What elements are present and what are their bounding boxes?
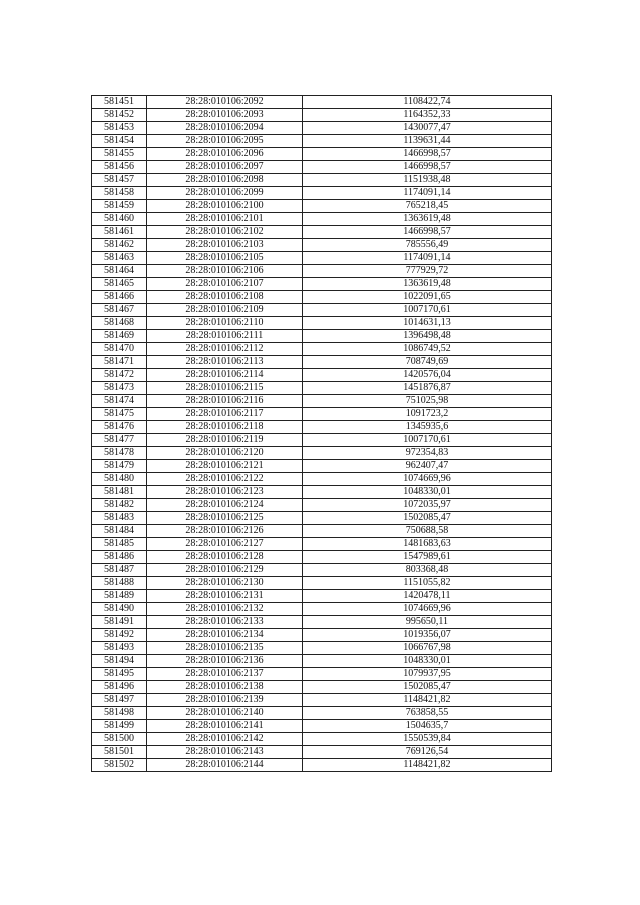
cadastral-number-cell: 28:28:010106:2122 [147,473,303,486]
table-row [92,525,552,538]
row-number-cell: 581452 [92,109,147,122]
row-number-cell: 581470 [92,343,147,356]
row-number-cell: 581453 [92,122,147,135]
cadastral-number-cell: 28:28:010106:2118 [147,421,303,434]
row-number-cell: 581491 [92,616,147,629]
data-table [91,95,552,772]
row-number-cell: 581478 [92,447,147,460]
value-cell: 1151055,82 [303,577,552,590]
table-row [92,239,552,252]
value-cell: 1139631,44 [303,135,552,148]
table-row [92,213,552,226]
cadastral-number-cell: 28:28:010106:2110 [147,317,303,330]
cadastral-number-cell: 28:28:010106:2109 [147,304,303,317]
row-number-cell: 581467 [92,304,147,317]
cadastral-number-cell: 28:28:010106:2102 [147,226,303,239]
table-row [92,473,552,486]
cadastral-number-cell: 28:28:010106:2128 [147,551,303,564]
table-row [92,538,552,551]
row-number-cell: 581460 [92,213,147,226]
cadastral-number-cell: 28:28:010106:2144 [147,759,303,772]
table-row [92,356,552,369]
row-number-cell: 581498 [92,707,147,720]
cadastral-number-cell: 28:28:010106:2140 [147,707,303,720]
row-number-cell: 581490 [92,603,147,616]
row-number-cell: 581485 [92,538,147,551]
value-cell: 1174091,14 [303,252,552,265]
cadastral-number-cell: 28:28:010106:2120 [147,447,303,460]
cadastral-number-cell: 28:28:010106:2133 [147,616,303,629]
table-row [92,681,552,694]
value-cell: 1430077,47 [303,122,552,135]
cadastral-number-cell: 28:28:010106:2093 [147,109,303,122]
value-cell: 777929,72 [303,265,552,278]
value-cell: 769126,54 [303,746,552,759]
value-cell: 1074669,96 [303,603,552,616]
cadastral-number-cell: 28:28:010106:2135 [147,642,303,655]
cadastral-number-cell: 28:28:010106:2113 [147,356,303,369]
table-row [92,551,552,564]
cadastral-number-cell: 28:28:010106:2131 [147,590,303,603]
value-cell: 1164352,33 [303,109,552,122]
table-row [92,512,552,525]
cadastral-number-cell: 28:28:010106:2094 [147,122,303,135]
row-number-cell: 581497 [92,694,147,707]
cadastral-number-cell: 28:28:010106:2112 [147,343,303,356]
cadastral-number-cell: 28:28:010106:2111 [147,330,303,343]
cadastral-number-cell: 28:28:010106:2138 [147,681,303,694]
value-cell: 1502085,47 [303,681,552,694]
row-number-cell: 581468 [92,317,147,330]
table-row [92,304,552,317]
row-number-cell: 581488 [92,577,147,590]
value-cell: 708749,69 [303,356,552,369]
table-row [92,96,552,109]
table-row [92,109,552,122]
table-body [92,96,552,772]
cadastral-number-cell: 28:28:010106:2124 [147,499,303,512]
row-number-cell: 581475 [92,408,147,421]
table-row [92,317,552,330]
table-row [92,434,552,447]
value-cell: 763858,55 [303,707,552,720]
value-cell: 1174091,14 [303,187,552,200]
row-number-cell: 581473 [92,382,147,395]
value-cell: 1019356,07 [303,629,552,642]
value-cell: 751025,98 [303,395,552,408]
value-cell: 1148421,82 [303,694,552,707]
row-number-cell: 581471 [92,356,147,369]
table-row [92,148,552,161]
row-number-cell: 581476 [92,421,147,434]
row-number-cell: 581501 [92,746,147,759]
row-number-cell: 581464 [92,265,147,278]
table-row [92,642,552,655]
row-number-cell: 581474 [92,395,147,408]
row-number-cell: 581481 [92,486,147,499]
value-cell: 1022091,65 [303,291,552,304]
value-cell: 1504635,7 [303,720,552,733]
table-row [92,759,552,772]
row-number-cell: 581487 [92,564,147,577]
table-row [92,668,552,681]
cadastral-number-cell: 28:28:010106:2114 [147,369,303,382]
row-number-cell: 581472 [92,369,147,382]
table-row [92,590,552,603]
table-row [92,369,552,382]
value-cell: 1363619,48 [303,213,552,226]
cadastral-number-cell: 28:28:010106:2132 [147,603,303,616]
table-row [92,694,552,707]
value-cell: 785556,49 [303,239,552,252]
cadastral-number-cell: 28:28:010106:2099 [147,187,303,200]
row-number-cell: 581466 [92,291,147,304]
value-cell: 1502085,47 [303,512,552,525]
value-cell: 1481683,63 [303,538,552,551]
value-cell: 1151938,48 [303,174,552,187]
row-number-cell: 581499 [92,720,147,733]
value-cell: 1079937,95 [303,668,552,681]
value-cell: 1014631,13 [303,317,552,330]
value-cell: 1345935,6 [303,421,552,434]
row-number-cell: 581457 [92,174,147,187]
table-row [92,382,552,395]
cadastral-number-cell: 28:28:010106:2142 [147,733,303,746]
cadastral-number-cell: 28:28:010106:2134 [147,629,303,642]
value-cell: 1550539,84 [303,733,552,746]
value-cell: 1451876,87 [303,382,552,395]
row-number-cell: 581459 [92,200,147,213]
value-cell: 1091723,2 [303,408,552,421]
table-row [92,135,552,148]
row-number-cell: 581465 [92,278,147,291]
row-number-cell: 581479 [92,460,147,473]
cadastral-number-cell: 28:28:010106:2097 [147,161,303,174]
cadastral-number-cell: 28:28:010106:2137 [147,668,303,681]
row-number-cell: 581451 [92,96,147,109]
table-row [92,265,552,278]
cadastral-number-cell: 28:28:010106:2106 [147,265,303,278]
value-cell: 995650,11 [303,616,552,629]
cadastral-number-cell: 28:28:010106:2096 [147,148,303,161]
table-row [92,122,552,135]
row-number-cell: 581455 [92,148,147,161]
row-number-cell: 581492 [92,629,147,642]
table-row [92,226,552,239]
table-row [92,161,552,174]
value-cell: 962407,47 [303,460,552,473]
cadastral-number-cell: 28:28:010106:2107 [147,278,303,291]
table-row [92,174,552,187]
value-cell: 765218,45 [303,200,552,213]
cadastral-number-cell: 28:28:010106:2101 [147,213,303,226]
cadastral-number-cell: 28:28:010106:2098 [147,174,303,187]
row-number-cell: 581482 [92,499,147,512]
cadastral-number-cell: 28:28:010106:2129 [147,564,303,577]
value-cell: 1108422,74 [303,96,552,109]
cadastral-number-cell: 28:28:010106:2126 [147,525,303,538]
row-number-cell: 581483 [92,512,147,525]
table-row [92,343,552,356]
table-row [92,330,552,343]
cadastral-number-cell: 28:28:010106:2125 [147,512,303,525]
table-row [92,746,552,759]
table-row [92,499,552,512]
cadastral-number-cell: 28:28:010106:2116 [147,395,303,408]
value-cell: 1048330,01 [303,655,552,668]
value-cell: 1420478,11 [303,590,552,603]
value-cell: 750688,58 [303,525,552,538]
value-cell: 1072035,97 [303,499,552,512]
row-number-cell: 581454 [92,135,147,148]
value-cell: 1466998,57 [303,161,552,174]
row-number-cell: 581494 [92,655,147,668]
value-cell: 1396498,48 [303,330,552,343]
row-number-cell: 581469 [92,330,147,343]
row-number-cell: 581486 [92,551,147,564]
table-row [92,720,552,733]
table-row [92,486,552,499]
table-row [92,707,552,720]
cadastral-number-cell: 28:28:010106:2103 [147,239,303,252]
cadastral-number-cell: 28:28:010106:2130 [147,577,303,590]
row-number-cell: 581456 [92,161,147,174]
table-row [92,395,552,408]
row-number-cell: 581484 [92,525,147,538]
row-number-cell: 581480 [92,473,147,486]
value-cell: 1048330,01 [303,486,552,499]
table-row [92,278,552,291]
value-cell: 972354,83 [303,447,552,460]
cadastral-number-cell: 28:28:010106:2121 [147,460,303,473]
table-row [92,577,552,590]
value-cell: 1148421,82 [303,759,552,772]
table-row [92,187,552,200]
table-row [92,629,552,642]
value-cell: 1074669,96 [303,473,552,486]
row-number-cell: 581477 [92,434,147,447]
cadastral-number-cell: 28:28:010106:2141 [147,720,303,733]
row-number-cell: 581461 [92,226,147,239]
cadastral-number-cell: 28:28:010106:2108 [147,291,303,304]
value-cell: 1007170,61 [303,304,552,317]
value-cell: 803368,48 [303,564,552,577]
cadastral-number-cell: 28:28:010106:2100 [147,200,303,213]
cadastral-number-cell: 28:28:010106:2139 [147,694,303,707]
table-row [92,733,552,746]
table-row [92,200,552,213]
cadastral-number-cell: 28:28:010106:2127 [147,538,303,551]
cadastral-number-cell: 28:28:010106:2092 [147,96,303,109]
table-row [92,603,552,616]
table-row [92,564,552,577]
row-number-cell: 581463 [92,252,147,265]
cadastral-number-cell: 28:28:010106:2143 [147,746,303,759]
cadastral-number-cell: 28:28:010106:2105 [147,252,303,265]
table-row [92,447,552,460]
value-cell: 1066767,98 [303,642,552,655]
row-number-cell: 581493 [92,642,147,655]
table-row [92,408,552,421]
row-number-cell: 581500 [92,733,147,746]
cadastral-number-cell: 28:28:010106:2095 [147,135,303,148]
table-row [92,616,552,629]
table-row [92,252,552,265]
value-cell: 1547989,61 [303,551,552,564]
value-cell: 1363619,48 [303,278,552,291]
cadastral-number-cell: 28:28:010106:2136 [147,655,303,668]
cadastral-number-cell: 28:28:010106:2117 [147,408,303,421]
value-cell: 1420576,04 [303,369,552,382]
row-number-cell: 581495 [92,668,147,681]
value-cell: 1466998,57 [303,226,552,239]
row-number-cell: 581489 [92,590,147,603]
cadastral-number-cell: 28:28:010106:2123 [147,486,303,499]
row-number-cell: 581496 [92,681,147,694]
value-cell: 1086749,52 [303,343,552,356]
value-cell: 1007170,61 [303,434,552,447]
row-number-cell: 581458 [92,187,147,200]
table-row [92,655,552,668]
row-number-cell: 581502 [92,759,147,772]
cadastral-number-cell: 28:28:010106:2119 [147,434,303,447]
row-number-cell: 581462 [92,239,147,252]
cadastral-number-cell: 28:28:010106:2115 [147,382,303,395]
table-row [92,421,552,434]
table-row [92,291,552,304]
value-cell: 1466998,57 [303,148,552,161]
table-row [92,460,552,473]
